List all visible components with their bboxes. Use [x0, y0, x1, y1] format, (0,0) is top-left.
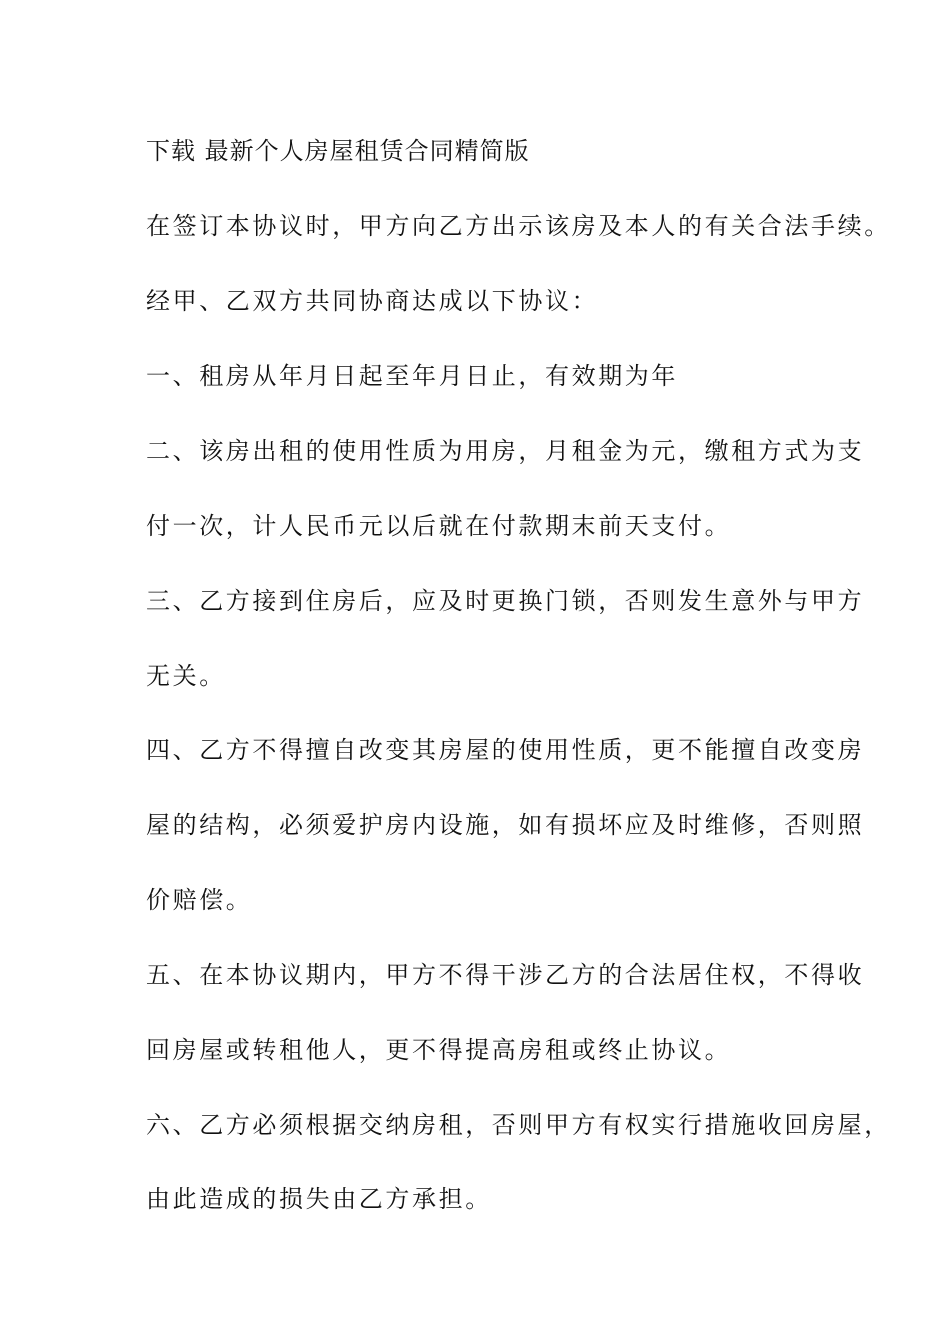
clause-line: 屋的结构，必须爱护房内设施，如有损坏应及时维修，否则照	[146, 811, 865, 839]
clause-line: 三、乙方接到住房后，应及时更换门锁，否则发生意外与甲方	[146, 587, 865, 615]
clause-line: 二、该房出租的使用性质为用房，月租金为元，缴租方式为支	[146, 437, 865, 465]
clause-line: 由此造成的损失由乙方承担。	[146, 1185, 492, 1213]
document-title: 下载 最新个人房屋租赁合同精简版	[146, 137, 530, 165]
paragraph-line: 经甲、乙双方共同协商达成以下协议：	[146, 287, 599, 315]
clause-line: 付一次，计人民币元以后就在付款期末前天支付。	[146, 512, 732, 540]
clause-line: 一、租房从年月日起至年月日止，有效期为年	[146, 362, 678, 390]
clause-line: 价赔偿。	[146, 886, 253, 914]
clause-line: 五、在本协议期内，甲方不得干涉乙方的合法居住权，不得收	[146, 961, 865, 989]
clause-line: 无关。	[146, 662, 226, 690]
clause-line: 四、乙方不得擅自改变其房屋的使用性质，更不能擅自改变房	[146, 736, 865, 764]
clause-line: 六、乙方必须根据交纳房租，否则甲方有权实行措施收回房屋，	[146, 1111, 891, 1139]
clause-line: 回房屋或转租他人，更不得提高房租或终止协议。	[146, 1036, 732, 1064]
paragraph-line: 在签订本协议时，甲方向乙方出示该房及本人的有关合法手续。	[146, 212, 891, 240]
